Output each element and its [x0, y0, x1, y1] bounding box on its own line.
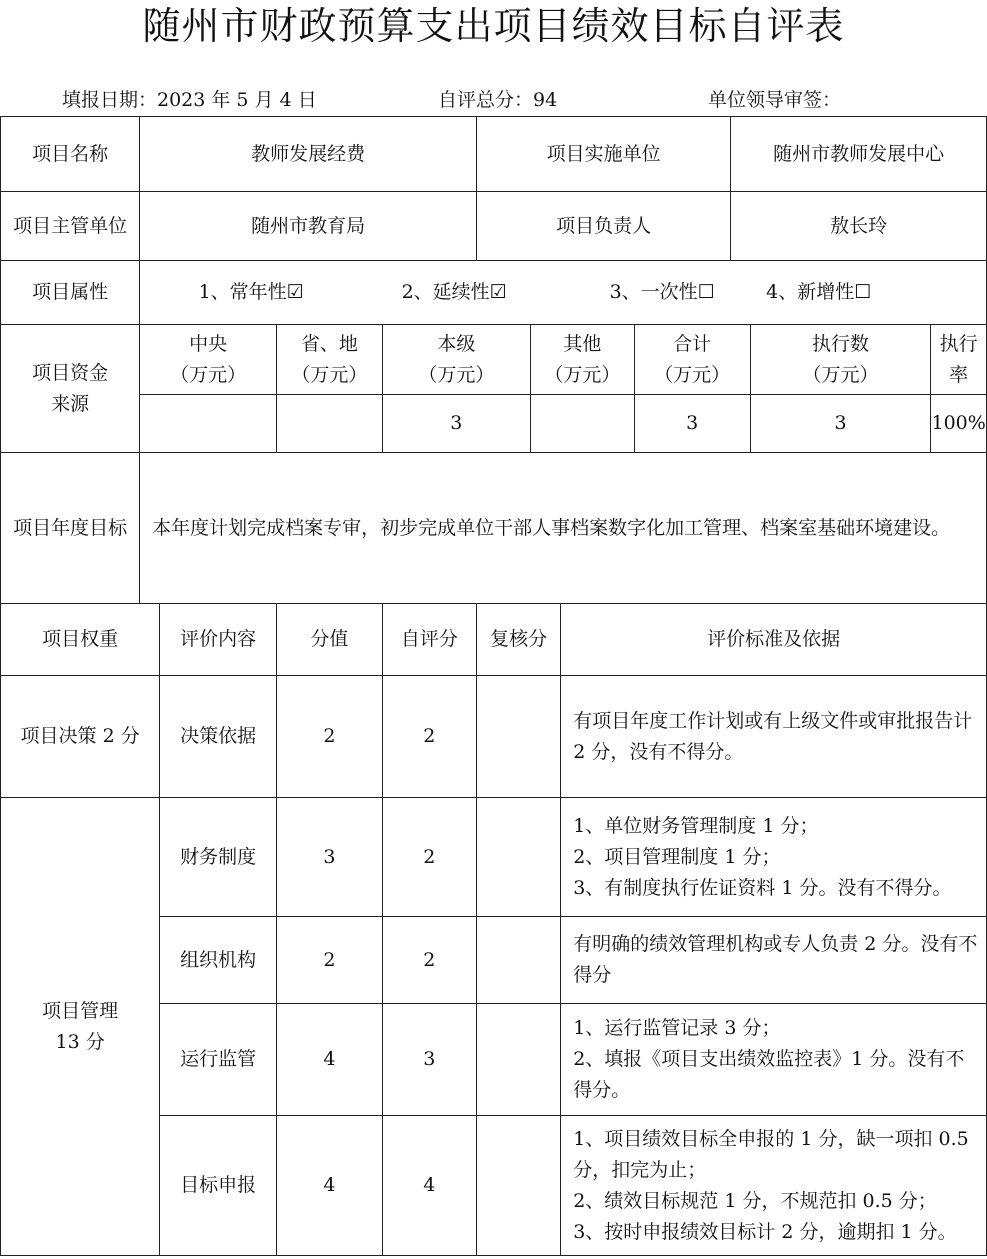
eval-header-review-score: 复核分	[477, 604, 561, 676]
eval-content: 组织机构	[160, 917, 277, 1004]
attributes-label: 项目属性	[1, 261, 140, 325]
eval-content: 目标申报	[160, 1116, 277, 1256]
eval-content: 财务制度	[160, 798, 277, 917]
eval-row-finance-system	[1, 798, 987, 917]
total-score: 自评总分：94	[438, 89, 558, 111]
eval-content: 运行监管	[160, 1004, 277, 1116]
attr-new-checkbox[interactable]: 4、新增性☐	[766, 281, 872, 303]
group-weight-management: 项目管理 13 分	[1, 798, 160, 1256]
supervisor-value: 随州市教育局	[140, 192, 477, 261]
project-name-label: 项目名称	[1, 117, 140, 192]
form-title: 随州市财政预算支出项目绩效目标自评表	[142, 4, 845, 48]
eval-score: 2	[277, 676, 383, 798]
funds-label: 项目资金来源	[1, 325, 140, 453]
eval-header-content: 评价内容	[160, 604, 277, 676]
eval-header-weight: 项目权重	[1, 604, 160, 676]
supervisor-label: 项目主管单位	[1, 192, 140, 261]
eval-content: 决策依据	[160, 676, 277, 798]
eval-review-score	[477, 798, 561, 917]
funds-header-row	[1, 325, 987, 395]
funds-value-provincial	[277, 395, 383, 453]
annual-goal-text: 本年度计划完成档案专审，初步完成单位干部人事档案数字化加工管理、档案室基础环境建设。	[140, 453, 987, 604]
evaluation-form-table	[0, 116, 987, 1256]
project-name-row	[1, 117, 987, 192]
eval-criteria: 有明确的绩效管理机构或专人负责 2 分。没有不得分	[561, 917, 987, 1004]
funds-value-executed: 3	[750, 395, 931, 453]
funds-header-central: 中央 （万元）	[140, 325, 277, 395]
eval-review-score	[477, 1004, 561, 1116]
funds-values-row	[1, 395, 987, 453]
eval-row-decision-basis	[1, 676, 987, 798]
attributes-options	[140, 261, 987, 325]
funds-header-total: 合计 （万元）	[634, 325, 750, 395]
supervisor-row	[1, 192, 987, 261]
project-leader-value: 敖长玲	[731, 192, 987, 261]
eval-self-score: 2	[382, 798, 476, 917]
eval-criteria: 1、单位财务管理制度 1 分； 2、项目管理制度 1 分； 3、有制度执行佐证资料 1 分。没有不得分。	[561, 798, 987, 917]
eval-self-score: 3	[382, 1004, 476, 1116]
leader-signature-label: 单位领导审签：	[708, 89, 842, 111]
annual-goal-row	[1, 453, 987, 604]
eval-score: 2	[277, 917, 383, 1004]
funds-header-provincial: 省、地 （万元）	[277, 325, 383, 395]
funds-header-other: 其他 （万元）	[531, 325, 635, 395]
project-leader-label: 项目负责人	[477, 192, 731, 261]
funds-header-executed: 执行数 （万元）	[750, 325, 931, 395]
impl-unit-label: 项目实施单位	[477, 117, 731, 192]
eval-self-score: 2	[382, 917, 476, 1004]
report-date: 填报日期：2023 年 5 月 4 日	[62, 89, 317, 111]
eval-criteria: 1、运行监管记录 3 分； 2、填报《项目支出绩效监控表》1 分。没有不得分。	[561, 1004, 987, 1116]
attributes-row	[1, 261, 987, 325]
attr-continuing-checkbox[interactable]: 2、延续性☑	[401, 281, 507, 303]
eval-score: 3	[277, 798, 383, 917]
funds-header-local: 本级 （万元）	[382, 325, 530, 395]
funds-value-rate: 100%	[931, 395, 987, 453]
eval-score: 4	[277, 1004, 383, 1116]
eval-self-score: 4	[382, 1116, 476, 1256]
attr-perennial-checkbox[interactable]: 1、常年性☑	[198, 281, 304, 303]
attr-one-time-checkbox[interactable]: 3、一次性☐	[609, 281, 715, 303]
eval-criteria: 1、项目绩效目标全申报的 1 分，缺一项扣 0.5 分，扣完为止； 2、绩效目标规范 1 分，不规范扣 0.5 分； 3、按时申报绩效目标计 2 分，逾期扣 1 分。	[561, 1116, 987, 1256]
eval-self-score: 2	[382, 676, 476, 798]
annual-goal-label: 项目年度目标	[1, 453, 140, 604]
eval-criteria: 有项目年度工作计划或有上级文件或审批报告计 2 分，没有不得分。	[561, 676, 987, 798]
funds-header-rate: 执行 率	[931, 325, 987, 395]
eval-header-criteria: 评价标准及依据	[561, 604, 987, 676]
funds-value-other	[531, 395, 635, 453]
eval-score: 4	[277, 1116, 383, 1256]
funds-value-local: 3	[382, 395, 530, 453]
eval-review-score	[477, 676, 561, 798]
eval-header-score: 分值	[277, 604, 383, 676]
eval-header-self-score: 自评分	[382, 604, 476, 676]
project-name-value: 教师发展经费	[140, 117, 477, 192]
funds-value-total: 3	[634, 395, 750, 453]
eval-header-row	[1, 604, 987, 676]
impl-unit-value: 随州市教师发展中心	[731, 117, 987, 192]
group-weight-decision: 项目决策 2 分	[1, 676, 160, 798]
eval-review-score	[477, 1116, 561, 1256]
funds-value-central	[140, 395, 277, 453]
eval-review-score	[477, 917, 561, 1004]
